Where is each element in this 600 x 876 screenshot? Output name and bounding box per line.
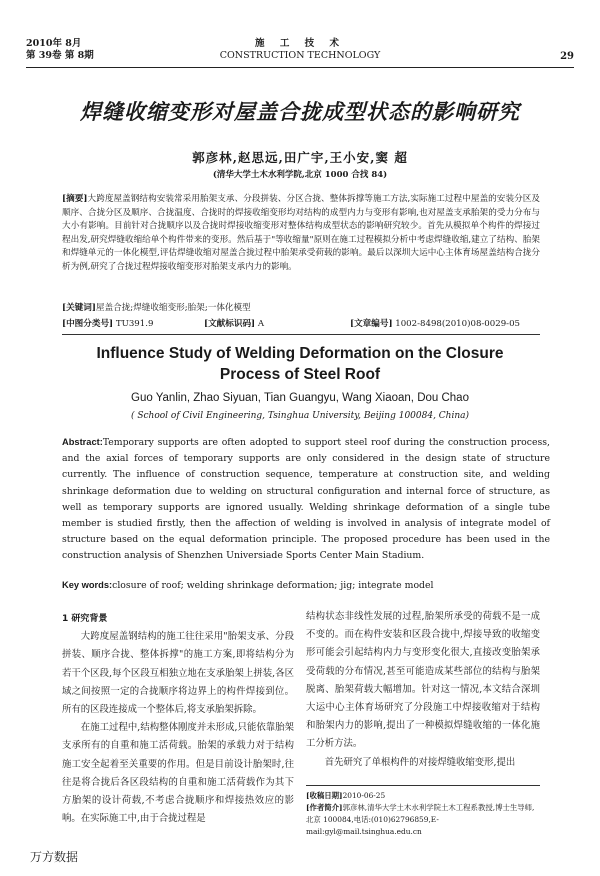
keywords-en [62, 578, 550, 593]
article-no-value: 1002-8498(2010)08-0029-05 [395, 319, 521, 329]
journal-name-en: CONSTRUCTION TECHNOLOGY [219, 50, 381, 61]
journal-name [26, 38, 574, 62]
authors-cn: 郭彦林,赵思远,田广宇,王小安,窦 超 [192, 150, 408, 165]
classification-row [62, 318, 540, 335]
body-column-right [306, 608, 540, 772]
body-column-left [62, 610, 294, 828]
clc-value: TU391.9 [115, 319, 154, 329]
abstract-en [62, 434, 550, 565]
keywords-cn-text: 屋盖合拢;焊缝收缩变形;胎架;一体化模型 [95, 303, 251, 313]
doc-code-label: [文献标识码] [204, 319, 256, 329]
paragraph: 结构状态非线性发展的过程,胎架所承受的荷载不是一成不变的。而在构件安装和区段合拢中,焊接导致的收缩变形可能会引起结构内力与变形变化很大,直接改变胎架承受荷载的分布情况,甚至可能造成某些部位的结构与胎架脱离、胎架荷载大幅增加。针对这一情况,本文结合深圳大运中心主体育场研究了分段施工中焊接收缩对于结构和胎架内力的影响,提出了一种模拟焊缝收缩的一体化施工分析方法。 [306, 611, 540, 750]
article-no-label: [文章编号] [350, 319, 393, 329]
journal-name-cn: 施 工 技 术 [255, 38, 345, 49]
clc-label: [中图分类号] [62, 319, 114, 329]
footnote [306, 785, 540, 838]
page-number: 29 [560, 51, 574, 62]
issue-date: 2010年 8月 [26, 38, 82, 49]
paragraph: 在施工过程中,结构整体刚度并未形成,只能依靠胎架支承所有的自重和施工活荷载。胎架的承载力对于结构施工安全起着至关重要的作用。但是目前设计胎架时,往往是将合拢后各区段结构的自重和施工活荷载作为其下方胎架的设计荷载,不考虑合拢顺序和焊接热效应的影响。在实际施工中,由于合拢过程是 [62, 722, 294, 825]
received-label: [收稿日期] [306, 791, 343, 800]
keywords-en-label: Key words: [62, 580, 113, 590]
issue-volume: 第 39卷 第 8期 [26, 50, 94, 61]
running-header [26, 38, 574, 68]
abstract-cn-text: 大跨度屋盖钢结构安装常采用胎架支承、分段拼装、分区合拢、整体拆撑等施工方法,实际施工过程中屋盖的安装分区及顺序、合拢分区及顺序、合拢温度、合拢时的焊接收缩变形均对结构的成型内力与变形有影响,也对屋盖支承胎架的受力分布与大小有影响。目前针对合拢顺序以及合拢时焊接收缩变形对整体结构成型状态的影响研究较少。首先从模拟单个构件的焊接过程出发,研究焊缝收缩给单个构件带来的变形。然后基于"等收缩量"原则在施工过程模拟分析中考虑焊缝收缩,建立了结构、胎架和焊缝单元的一体化模型,评估焊缝收缩对屋盖合拢过程中胎架承受荷载的影响。最后以深圳大运中心主体育场屋盖结构合拢分析为例,研究了合拢过程焊接收缩变形对胎架支承内力的影响。 [62, 194, 540, 272]
received-value: 2010-06-25 [342, 791, 386, 800]
author-bio-value: 郭彦林,清华大学土木水利学院土木工程系教授,博士生导师,北京 100084,电话:(010)62796859,E-mail:gyl@mail.tsinghua.edu.cn [306, 803, 535, 836]
abstract-cn-label: [摘要] [62, 194, 88, 204]
abstract-en-label: Abstract: [62, 437, 103, 447]
watermark: 万方数据 [30, 850, 79, 864]
section-heading: 1 研究背景 [62, 614, 108, 624]
affiliation-en: ( School of Civil Engineering, Tsinghua University, Beijing 100084, China) [130, 411, 470, 421]
affiliation-cn: (清华大学土木水利学院,北京 1000 合找 84) [212, 170, 388, 180]
title-en-line1: Influence Study of Welding Deformation on the Closure [96, 345, 504, 362]
abstract-en-text: Temporary supports are often adopted to support steel roof during the construction process, and the axial forces of temporary supports are only considered in the design state of structure currently. The influence of construction sequence, temperature at construction site, and welding shrinkage deformation due to welding on structural configuration and internal force of structure, as well as temporary supports are ignored usually. Welding shrinkage deformation of a single tube member is studied firstly, then the affection of welding is involved in analysis of integrate model of structure based on the equal deformation principle. The proposed procedure has been used in the construction analysis of Shenzhen Universiade Sports Center Main Stadium. [62, 437, 550, 562]
keywords-en-text: closure of roof; welding shrinkage deformation; jig; integrate model [112, 580, 434, 591]
keywords-cn [62, 302, 540, 315]
author-bio-label: [作者简介] [306, 803, 343, 812]
paragraph: 大跨度屋盖钢结构的施工往往采用"胎架支承、分段拼装、顺序合拢、整体拆撑"的施工方案,即将结构分为若干个区段,每个区段互相独立地在支承胎架上拼装,各区域之间按照一定的合拢顺序将边界上的构件焊接到位。所有的区段连接成一个整体后,将支承胎架拆除。 [62, 631, 294, 716]
title-en [0, 343, 600, 385]
doc-code-value: A [257, 319, 265, 329]
authors-en: Guo Yanlin, Zhao Siyuan, Tian Guangyu, Wang Xiaoan, Dou Chao [131, 392, 469, 404]
title-cn: 焊缝收缩变形对屋盖合拢成型状态的影响研究 [80, 99, 520, 124]
keywords-cn-label: [关键词] [62, 303, 96, 313]
paragraph: 首先研究了单根构件的对接焊缝收缩变形,提出 [324, 756, 516, 768]
abstract-cn [62, 193, 540, 275]
title-en-line2: Process of Steel Roof [219, 366, 381, 383]
